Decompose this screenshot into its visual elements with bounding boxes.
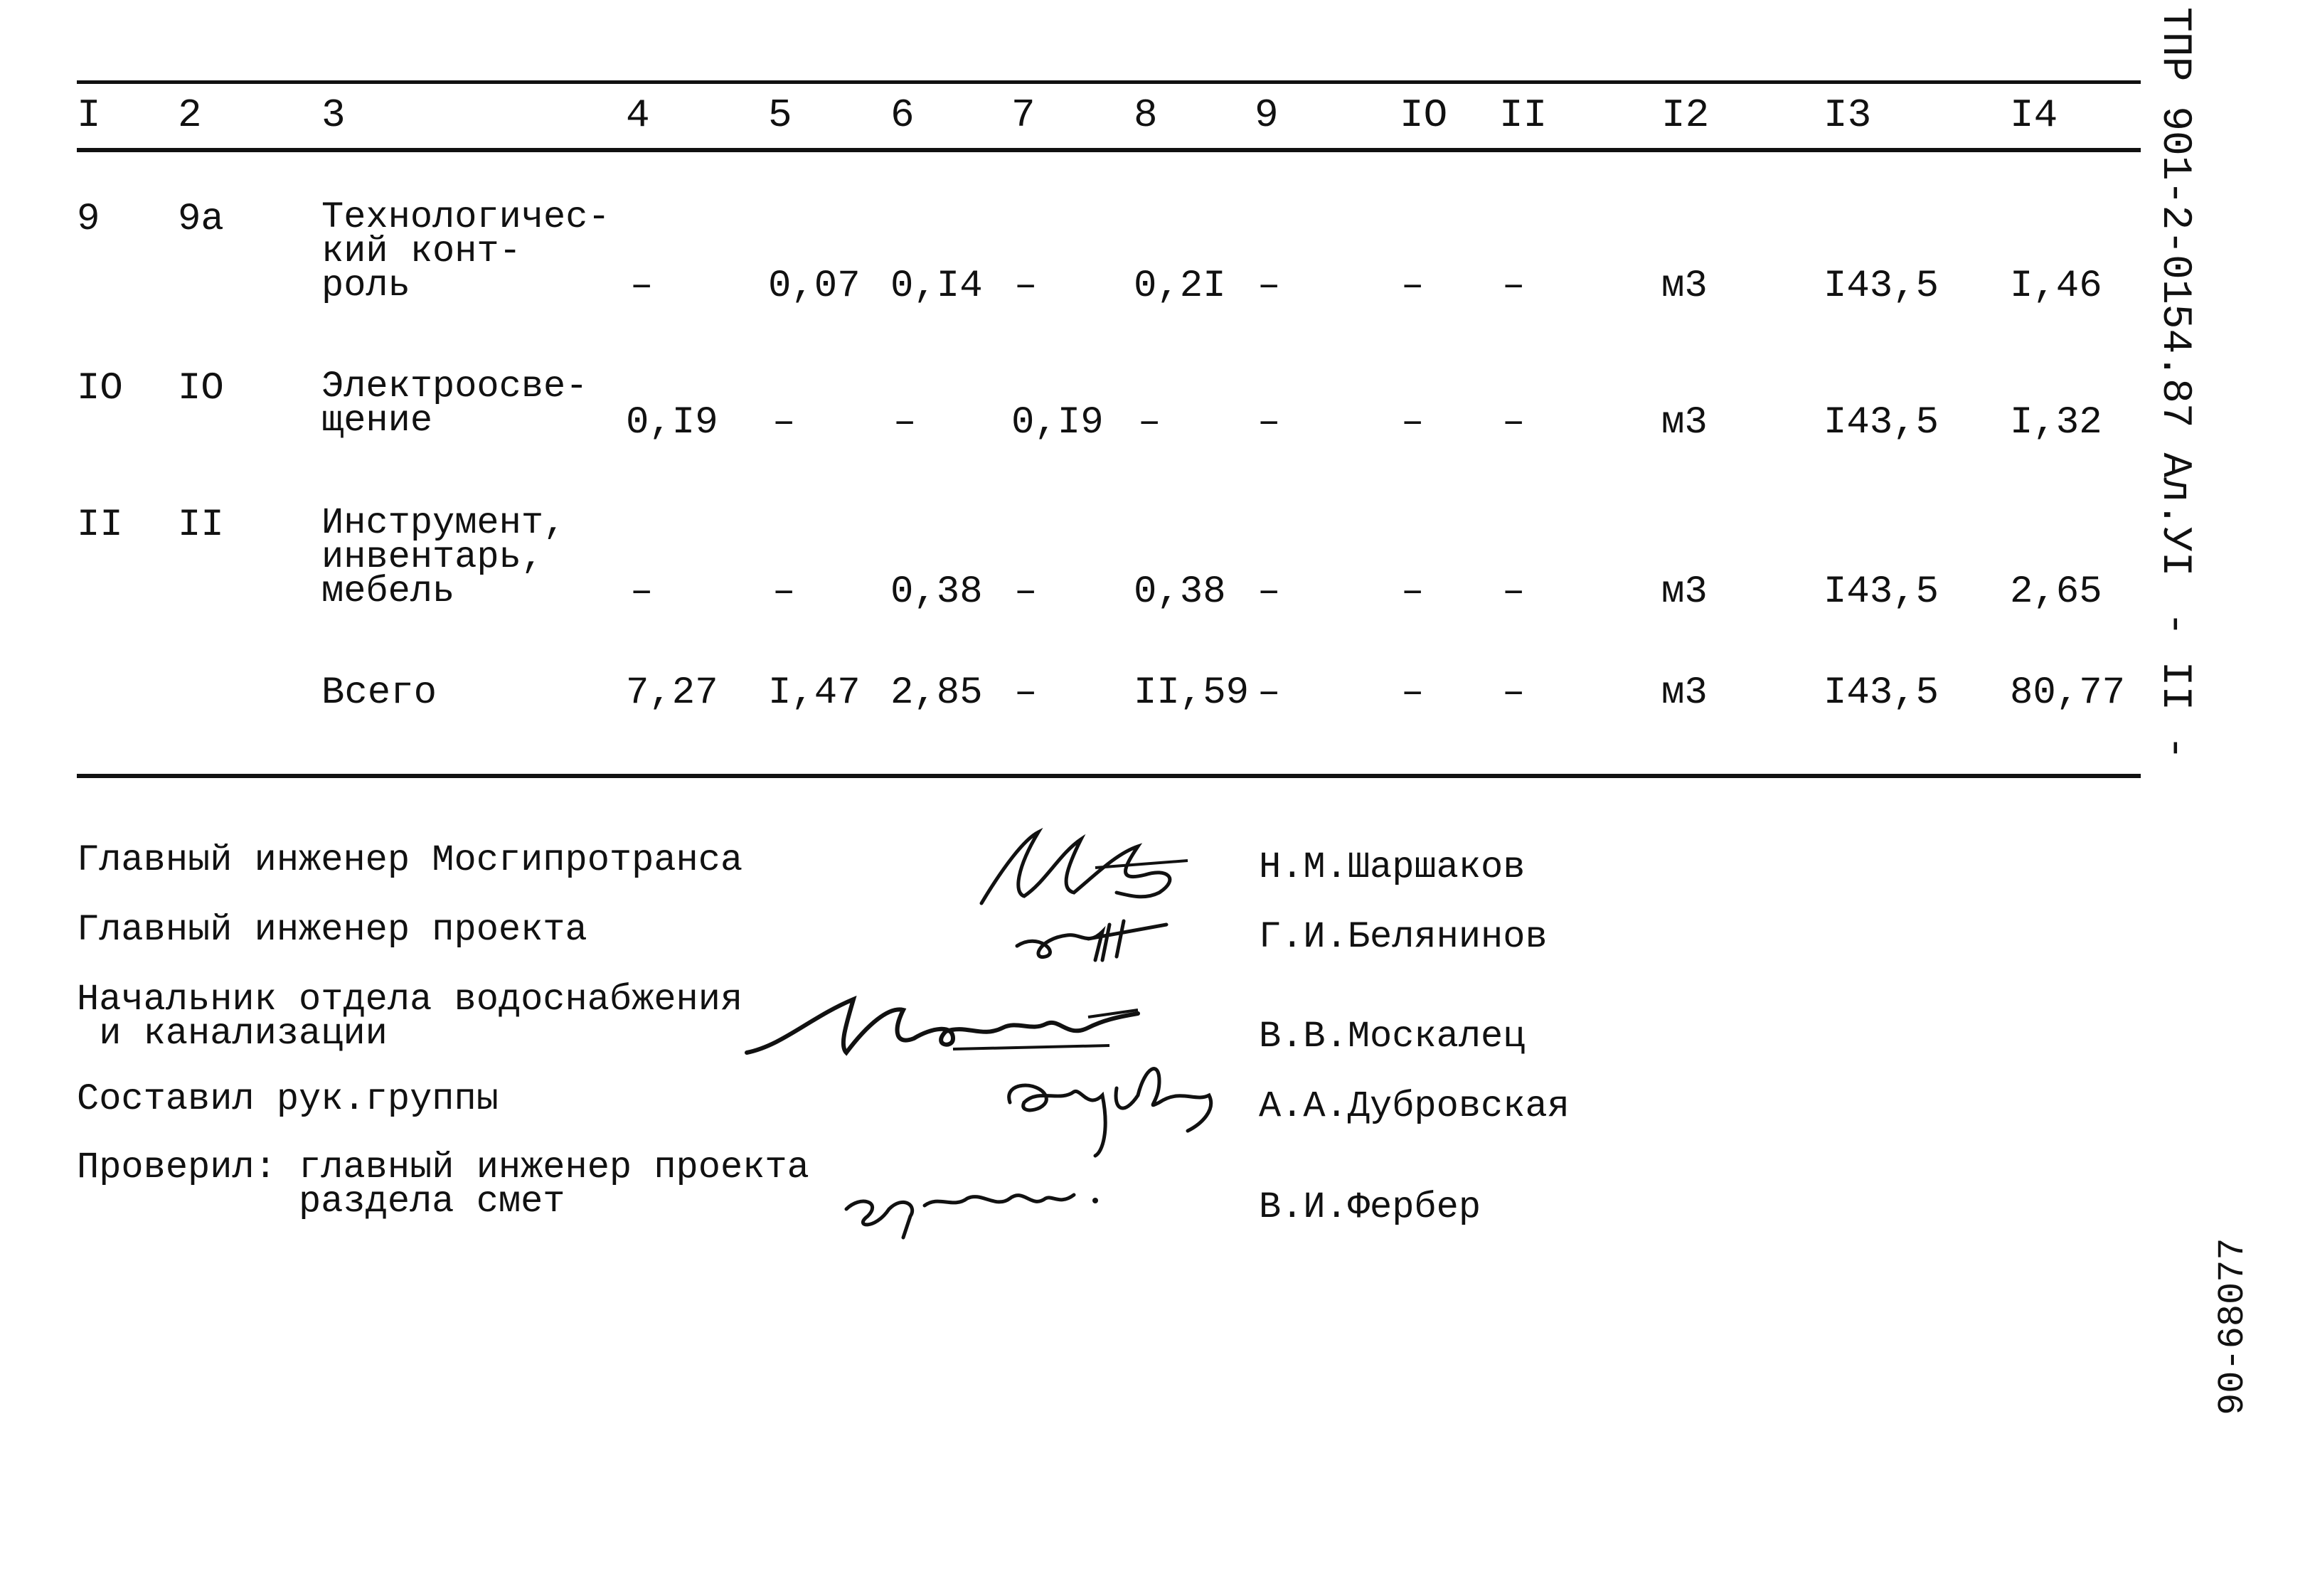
- page-number: - II -: [2151, 612, 2198, 760]
- total-col-7: –: [1014, 671, 1038, 715]
- signatory-name: А.А.Дубровская: [1259, 1085, 1570, 1127]
- col-header-11: II: [1499, 92, 1548, 138]
- cell-col-6: –: [893, 401, 917, 445]
- total-col-9: –: [1257, 671, 1281, 715]
- col-header-1: I: [77, 92, 101, 138]
- total-col-6: 2,85: [890, 671, 983, 715]
- cell-col-13: I43,5: [1824, 265, 1939, 308]
- cell-col-9: –: [1257, 265, 1281, 308]
- cell-unit: м3: [1661, 265, 1708, 308]
- total-label: Всего: [321, 671, 437, 715]
- cell-col-11: –: [1502, 570, 1526, 614]
- table-top-rule: [77, 80, 2141, 84]
- cell-col-5: –: [772, 401, 796, 445]
- cell-col-10: –: [1401, 265, 1425, 308]
- signatory-name: Н.М.Шаршаков: [1259, 846, 1526, 888]
- col-header-8: 8: [1134, 92, 1158, 138]
- archive-stamp: 90-68077: [2212, 1238, 2254, 1415]
- cell-unit: м3: [1661, 570, 1708, 614]
- cell-unit: м3: [1661, 401, 1708, 445]
- signatory-role: Главный инженер проекта: [77, 909, 587, 951]
- cell-col-4: –: [630, 265, 654, 308]
- total-col-8: II,59: [1134, 671, 1250, 715]
- cell-col-8: 0,2I: [1134, 265, 1226, 308]
- row-code: II: [178, 504, 224, 547]
- signature-dubrovskaya: [996, 1053, 1223, 1159]
- row-description: Технологичес- кий конт- роль: [321, 196, 610, 307]
- col-header-7: 7: [1011, 92, 1036, 138]
- table-bottom-rule: [77, 774, 2141, 778]
- total-col-5: I,47: [768, 671, 861, 715]
- signatory-role: Главный инженер Мосгипротранса: [77, 839, 743, 881]
- cell-col-7: –: [1014, 570, 1038, 614]
- cell-col-10: –: [1401, 401, 1425, 445]
- cell-col-13: I43,5: [1824, 401, 1939, 445]
- row-description: Инструмент, инвентарь, мебель: [321, 502, 566, 612]
- cell-col-6: 0,38: [890, 570, 983, 614]
- cell-col-11: –: [1502, 265, 1526, 308]
- total-col-13: I43,5: [1824, 671, 1939, 715]
- cell-col-7: –: [1014, 265, 1038, 308]
- signatory-name: В.И.Фербер: [1259, 1186, 1481, 1228]
- col-header-4: 4: [626, 92, 650, 138]
- row-number: IO: [77, 367, 123, 410]
- signatory-role: Составил рук.группы: [77, 1078, 499, 1120]
- document-code: ТПР 901-2-0154.87 Ал.УI: [2151, 7, 2198, 577]
- col-header-13: I3: [1824, 92, 1872, 138]
- signatory-role: Начальник отдела водоснабжения и канализации: [77, 979, 743, 1055]
- col-header-2: 2: [178, 92, 202, 138]
- cell-col-10: –: [1401, 570, 1425, 614]
- total-unit: м3: [1661, 671, 1708, 715]
- row-code: 9а: [178, 198, 224, 241]
- row-code: IO: [178, 367, 224, 410]
- cell-col-14: I,32: [2010, 401, 2102, 445]
- total-col-14: 80,77: [2010, 671, 2126, 715]
- cell-col-8: 0,38: [1134, 570, 1226, 614]
- col-header-6: 6: [890, 92, 915, 138]
- col-header-5: 5: [768, 92, 792, 138]
- signatory-role: Проверил: главный инженер проекта раздела смет: [77, 1147, 809, 1223]
- row-number: II: [77, 504, 123, 547]
- cell-col-5: –: [772, 570, 796, 614]
- cell-col-6: 0,I4: [890, 265, 983, 308]
- row-number: 9: [77, 198, 100, 241]
- cell-col-4: 0,I9: [626, 401, 718, 445]
- total-col-11: –: [1502, 671, 1526, 715]
- col-header-14: I4: [2010, 92, 2058, 138]
- cell-col-4: –: [630, 570, 654, 614]
- cell-col-8: –: [1138, 401, 1161, 445]
- cell-col-11: –: [1502, 401, 1526, 445]
- col-header-12: I2: [1661, 92, 1710, 138]
- header-bottom-rule: [77, 148, 2141, 152]
- cell-col-5: 0,07: [768, 265, 861, 308]
- signatory-name: Г.И.Белянинов: [1259, 916, 1548, 958]
- total-col-4: 7,27: [626, 671, 718, 715]
- col-header-3: 3: [321, 92, 346, 138]
- signature-belyaninov: [1010, 903, 1181, 967]
- signatory-name: В.В.Москалец: [1259, 1016, 1526, 1058]
- col-header-9: 9: [1255, 92, 1279, 138]
- col-header-10: IO: [1400, 92, 1448, 138]
- cell-col-13: I43,5: [1824, 570, 1939, 614]
- row-description: Электроосве- щение: [321, 366, 588, 442]
- cell-col-14: 2,65: [2010, 570, 2102, 614]
- cell-col-9: –: [1257, 570, 1281, 614]
- cell-col-7: 0,I9: [1011, 401, 1104, 445]
- cell-col-14: I,46: [2010, 265, 2102, 308]
- cell-col-9: –: [1257, 401, 1281, 445]
- signature-ferber: [839, 1166, 1124, 1245]
- total-col-10: –: [1401, 671, 1425, 715]
